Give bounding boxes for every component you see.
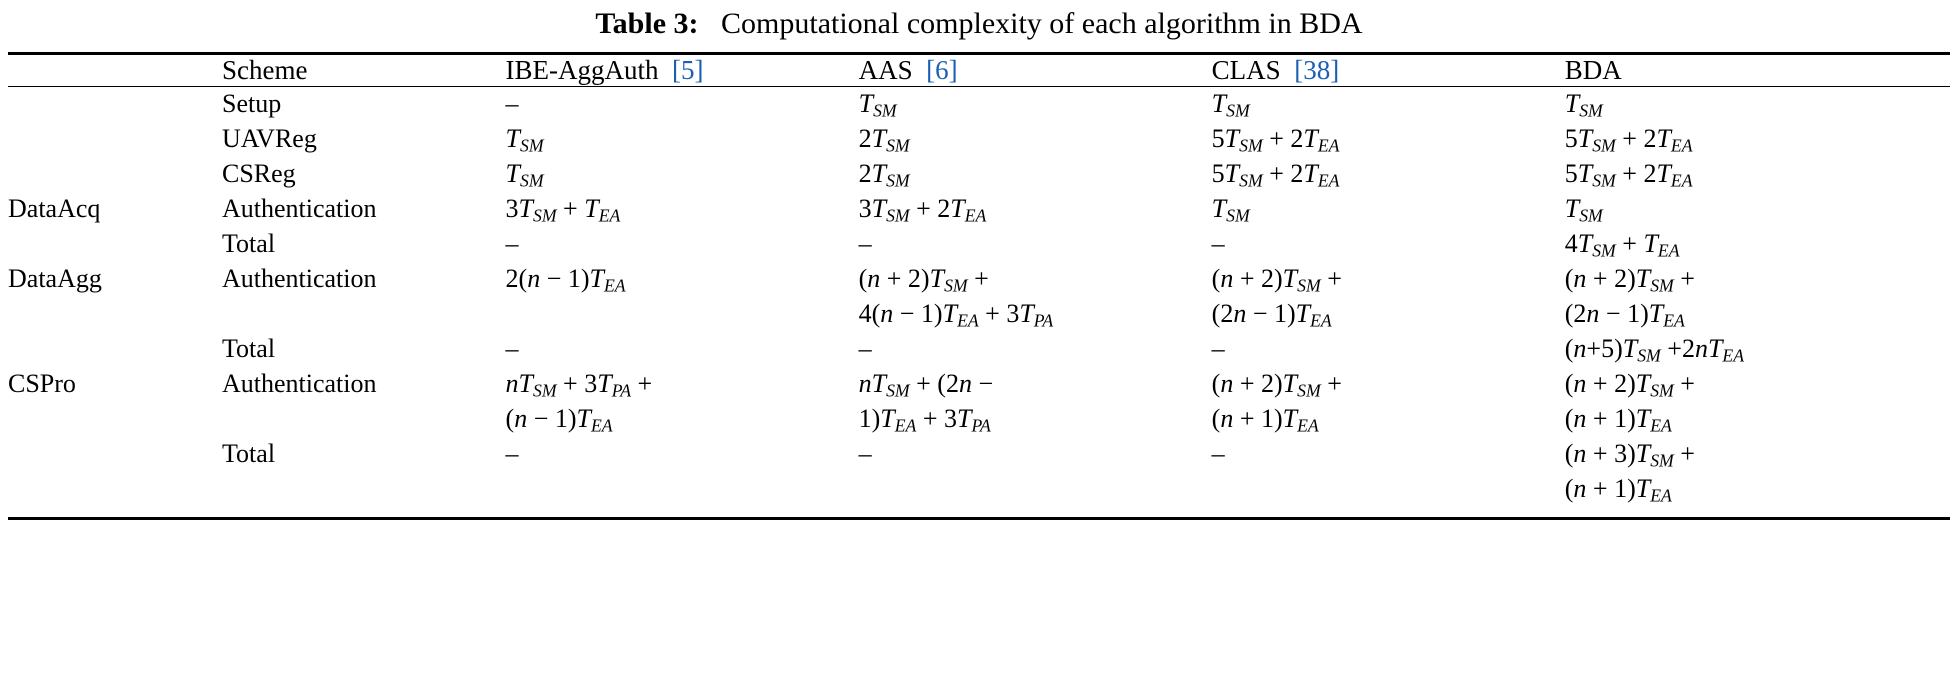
- table-caption: [8, 0, 1950, 52]
- header-col-2-name: AAS: [858, 55, 913, 85]
- header-col-3: [1212, 54, 1565, 87]
- cell-col-4: $T_{SM}$: [1565, 87, 1950, 123]
- row-stage-label: Authentication: [221, 369, 377, 399]
- cell-col-1: –: [505, 229, 519, 259]
- table-row: [8, 87, 1950, 123]
- row-group-label: DataAgg: [8, 264, 102, 294]
- cell-col-1: $2(n - 1)T_{EA}$: [505, 264, 626, 296]
- cell-col-3: $T_{SM}$: [1212, 87, 1565, 123]
- cell-col-2: –: [858, 439, 872, 469]
- row-stage-label-cont: [222, 472, 506, 519]
- header-col-1: [506, 54, 859, 87]
- table-row: [8, 157, 1950, 192]
- row-group-label-cont: [8, 472, 222, 519]
- row-group-label: [8, 437, 222, 472]
- table-row-continuation: [8, 297, 1950, 332]
- header-col-3-cite[interactable]: [38]: [1294, 55, 1340, 85]
- cell-col-1: $nT_{SM} + 3T_{PA}$ +: [505, 369, 653, 401]
- cell-col-4: $(n+5)T_{SM} +2nT_{EA}$: [1564, 334, 1745, 366]
- cell-col-3: $5T_{SM} + 2T_{EA}$: [1211, 159, 1340, 191]
- cell-col-2: $3T_{SM} + 2T_{EA}$: [858, 194, 987, 226]
- table-row: [8, 437, 1950, 472]
- header-col-4: [1565, 54, 1950, 87]
- header-col-1-cite[interactable]: [5]: [672, 55, 704, 85]
- cell-col-1: –: [505, 439, 519, 469]
- cell-col-4: $(n + 2)T_{SM}$ +: [1564, 264, 1695, 296]
- cell-col-4: $(n + 2)T_{SM}$ +: [1564, 369, 1695, 401]
- row-group-label: [8, 122, 222, 157]
- table-row: [8, 262, 1950, 297]
- cell-col-2: $nT_{SM} + (2n$ −: [858, 369, 994, 401]
- cell-col-1-cont: [506, 472, 859, 519]
- row-stage-label: Authentication: [221, 264, 377, 294]
- row-stage-label: UAVReg: [221, 124, 317, 154]
- cell-col-4: $(n + 3)T_{SM}$ +: [1564, 439, 1695, 471]
- caption-label: Table 3:: [595, 7, 699, 40]
- row-stage-label: Total: [221, 229, 276, 259]
- cell-col-1: $T_{SM}$: [505, 159, 544, 191]
- cell-col-3: $T_{SM}$: [1211, 194, 1250, 226]
- row-group-label: [8, 157, 222, 192]
- table-row-continuation: [8, 472, 1950, 519]
- cell-col-4: $5T_{SM} + 2T_{EA}$: [1564, 159, 1693, 191]
- header-scheme: Scheme: [222, 54, 506, 87]
- header-col-4-name: BDA: [1564, 55, 1622, 85]
- cell-col-3: $(n + 2)T_{SM}$ +: [1211, 369, 1342, 401]
- cell-col-2: $2T_{SM}$: [858, 124, 910, 156]
- row-group-label: [8, 332, 222, 367]
- header-col-3-name: CLAS: [1211, 55, 1281, 85]
- complexity-table: [8, 52, 1950, 520]
- table-row: [8, 332, 1950, 367]
- cell-col-1: –: [506, 87, 859, 123]
- table-row: [8, 122, 1950, 157]
- table-row-continuation: [8, 402, 1950, 437]
- row-stage-label-cont: [222, 297, 506, 332]
- row-stage-label: Total: [221, 334, 276, 364]
- row-group-label: [8, 227, 222, 262]
- table-row: [8, 192, 1950, 227]
- cell-col-2-cont: $4(n - 1)T_{EA} + 3T_{PA}$: [858, 299, 1054, 331]
- cell-col-2-cont: $1)T_{EA} + 3T_{PA}$: [858, 404, 991, 436]
- cell-col-4: $T_{SM}$: [1564, 194, 1603, 226]
- cell-col-1: $T_{SM}$: [505, 124, 544, 156]
- row-stage-label: Total: [221, 439, 276, 469]
- cell-col-1-cont: [506, 297, 859, 332]
- cell-col-2: $(n + 2)T_{SM}$ +: [858, 264, 989, 296]
- cell-col-1: $3T_{SM} + T_{EA}$: [505, 194, 621, 226]
- header-col-2-cite[interactable]: [6]: [926, 55, 958, 85]
- cell-col-2: $T_{SM}$: [859, 87, 1212, 123]
- cell-col-3-cont: $(2n - 1)T_{EA}$: [1211, 299, 1332, 331]
- row-stage-label: CSReg: [221, 159, 296, 189]
- cell-col-2: $2T_{SM}$: [858, 159, 910, 191]
- cell-col-3: –: [1211, 229, 1225, 259]
- cell-col-3: –: [1211, 334, 1225, 364]
- cell-col-2-cont: [859, 472, 1212, 519]
- cell-col-3-cont: [1212, 472, 1565, 519]
- row-group-label: CSPro: [8, 369, 76, 399]
- table-header-row: [8, 54, 1950, 87]
- row-stage-label-cont: [222, 402, 506, 437]
- cell-col-4-cont: $(n + 1)T_{EA}$: [1565, 472, 1950, 519]
- cell-col-1-cont: $(n - 1)T_{EA}$: [505, 404, 613, 436]
- cell-col-2: –: [858, 229, 872, 259]
- cell-col-3: $(n + 2)T_{SM}$ +: [1211, 264, 1342, 296]
- header-col-2: [859, 54, 1212, 87]
- table-body: [8, 87, 1950, 519]
- caption-text: Computational complexity of each algorithm in BDA: [721, 7, 1363, 40]
- cell-col-2: –: [858, 334, 872, 364]
- cell-col-3: –: [1211, 439, 1225, 469]
- cell-col-4: $4T_{SM} + T_{EA}$: [1564, 229, 1680, 261]
- row-stage-label: Authentication: [221, 194, 377, 224]
- table-row: [8, 367, 1950, 402]
- cell-col-1: –: [505, 334, 519, 364]
- cell-col-4-cont: $(2n - 1)T_{EA}$: [1564, 299, 1685, 331]
- row-group-label: DataAcq: [8, 194, 101, 224]
- row-group-label-cont: [8, 297, 222, 332]
- row-group-label: [8, 87, 222, 123]
- cell-col-4: $5T_{SM} + 2T_{EA}$: [1564, 124, 1693, 156]
- cell-col-3: $5T_{SM} + 2T_{EA}$: [1211, 124, 1340, 156]
- header-blank: [8, 54, 222, 87]
- cell-col-4-cont: $(n + 1)T_{EA}$: [1564, 404, 1672, 436]
- cell-col-3-cont: $(n + 1)T_{EA}$: [1211, 404, 1319, 436]
- row-group-label-cont: [8, 402, 222, 437]
- table-row: [8, 227, 1950, 262]
- row-stage-label: Setup: [222, 87, 506, 123]
- header-col-1-name: IBE-AggAuth: [505, 55, 659, 85]
